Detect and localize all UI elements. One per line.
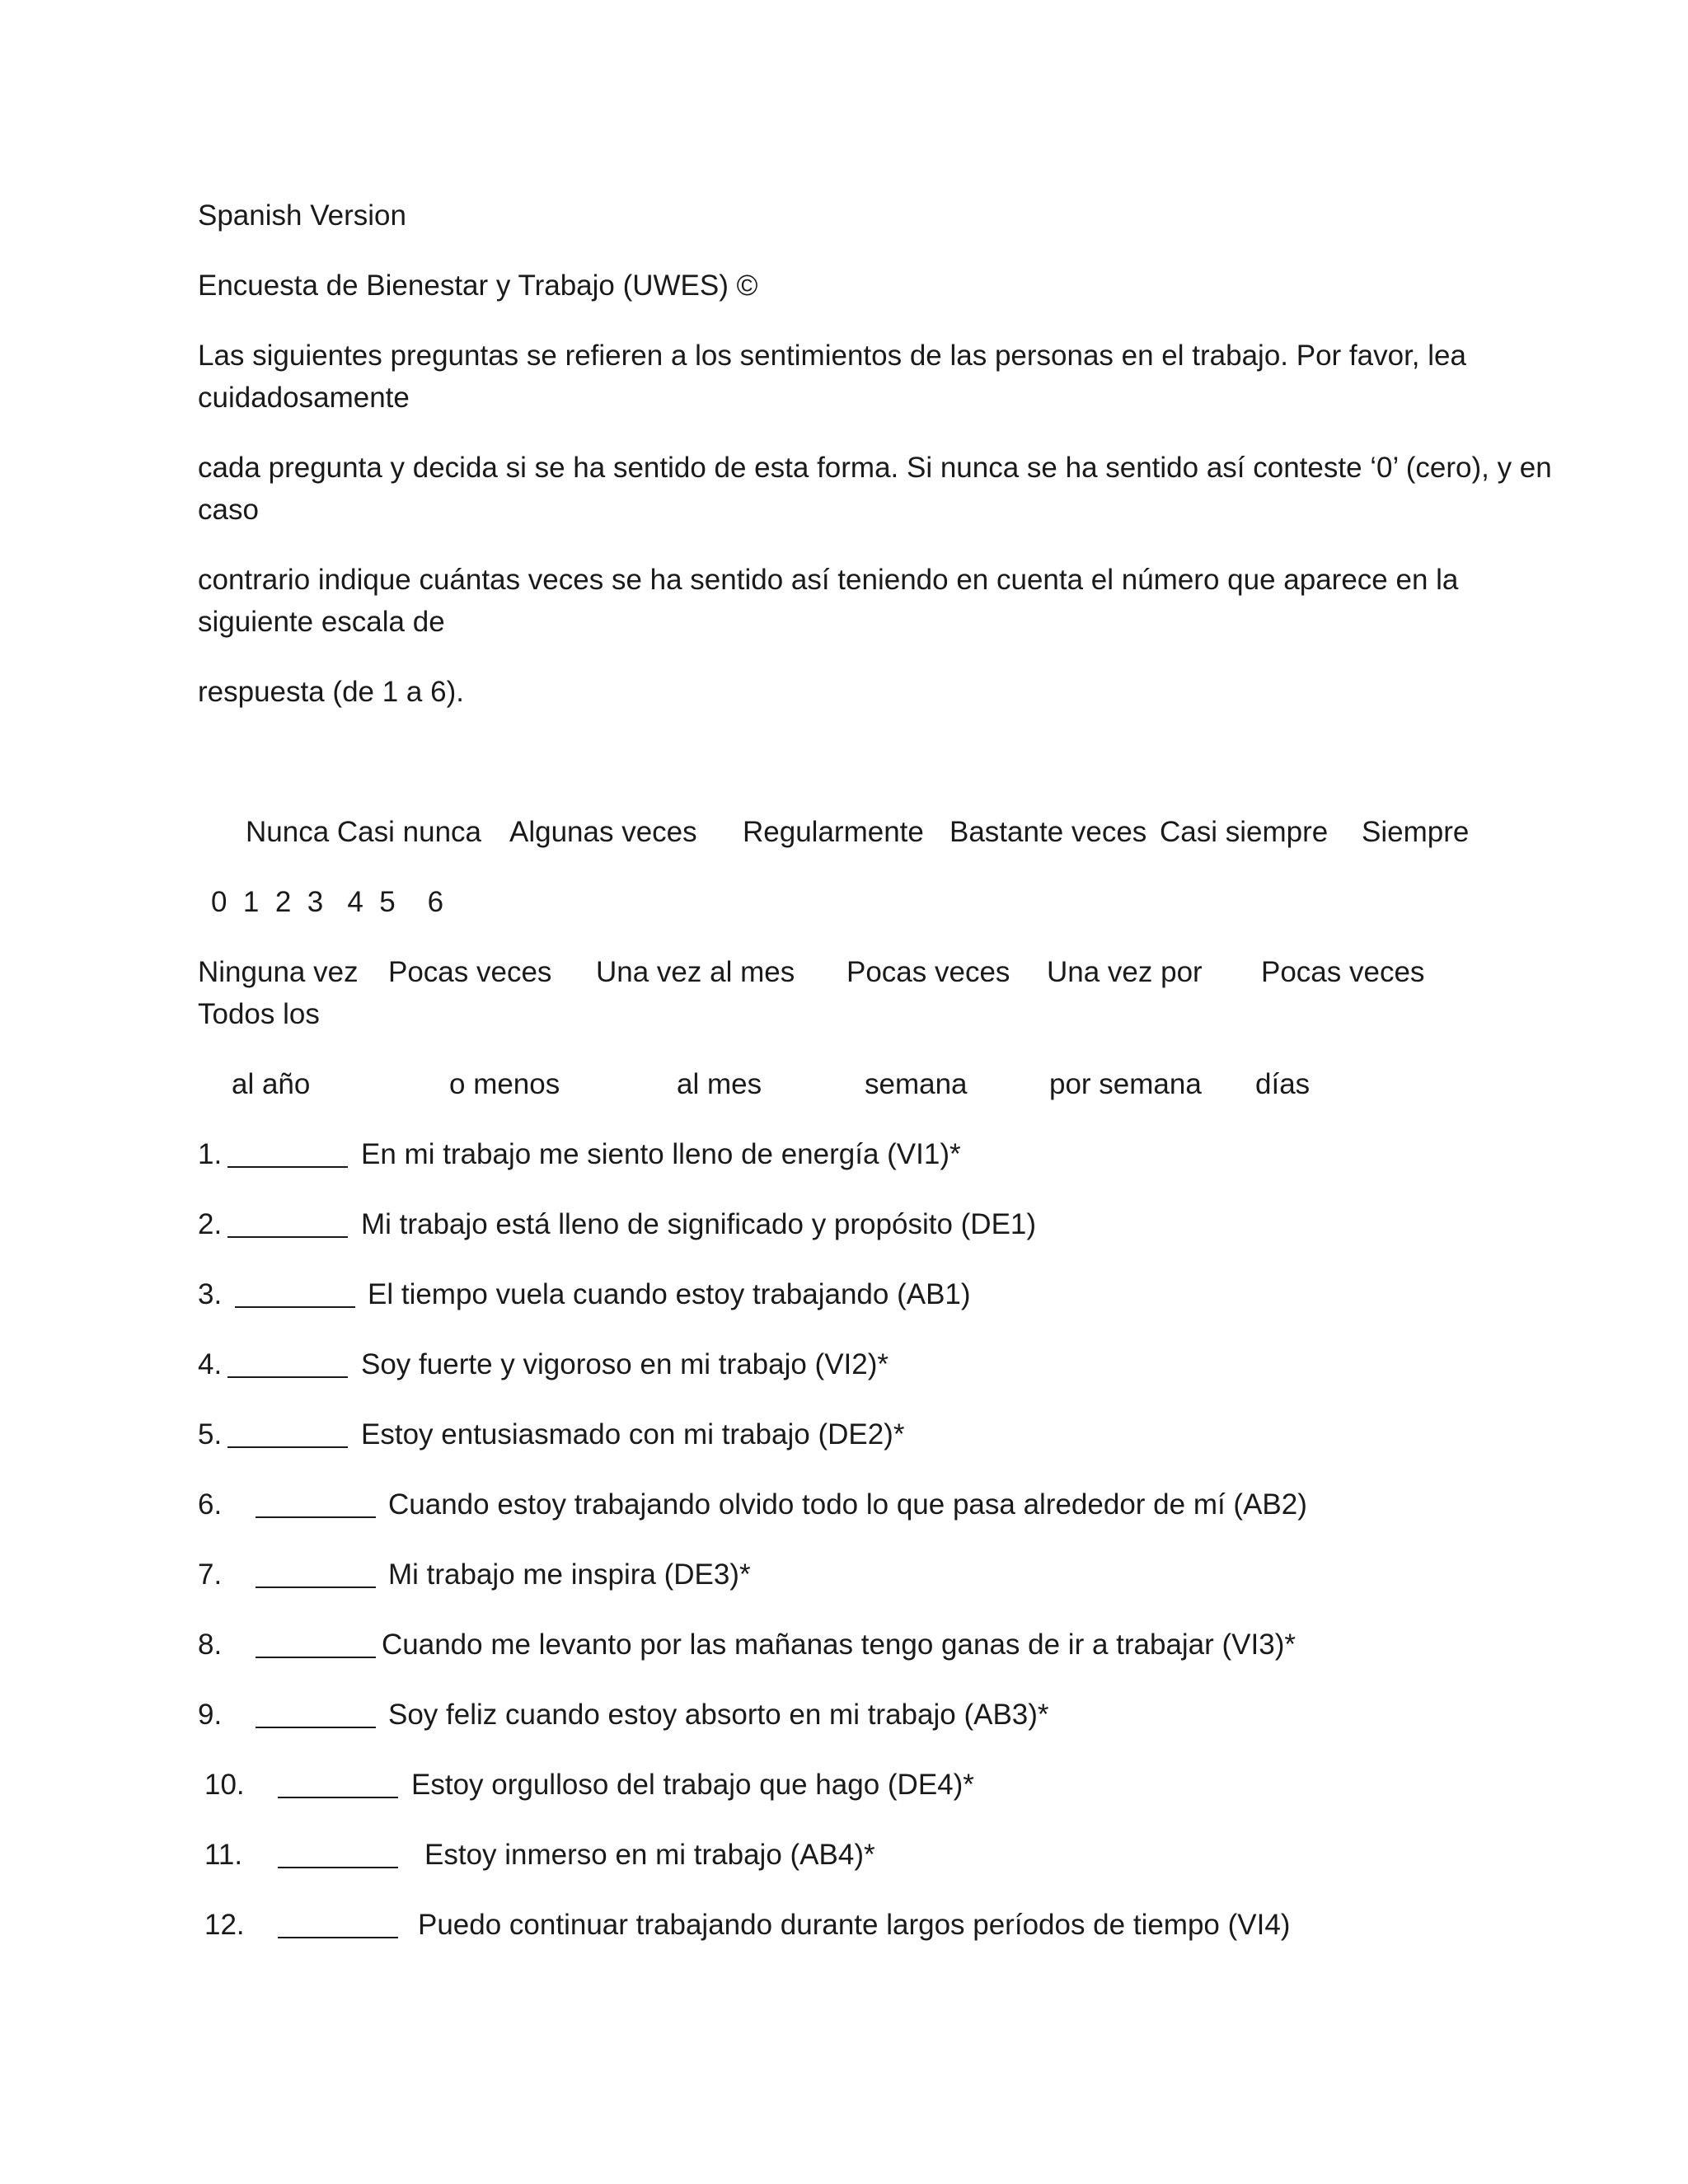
frequency-label: Una vez por xyxy=(1047,956,1203,988)
answer-blank[interactable] xyxy=(256,1694,376,1728)
item-number: 2. xyxy=(198,1208,223,1240)
frequency-label: Pocas veces xyxy=(1261,956,1425,988)
item-text: Cuando estoy trabajando olvido todo lo que pasa alrededor de mí (AB2) xyxy=(388,1488,1307,1521)
answer-blank[interactable] xyxy=(227,1343,348,1378)
frequency-label: Una vez al mes xyxy=(596,956,795,988)
scale-label: Casi siempre xyxy=(1160,816,1329,848)
survey-item xyxy=(0,1203,1688,1246)
frequency-label: días xyxy=(1255,1068,1311,1100)
item-number: 6. xyxy=(198,1488,223,1521)
item-text: En mi trabajo me siento lleno de energía (VI1)* xyxy=(361,1138,961,1170)
survey-item xyxy=(0,1343,1688,1386)
survey-item xyxy=(0,1694,1688,1736)
frequency-label: semana xyxy=(865,1068,968,1100)
item-number: 9. xyxy=(198,1699,223,1731)
frequency-label-wrap: Todos los xyxy=(198,998,320,1030)
frequency-label: al año xyxy=(232,1068,311,1100)
scale-label: Nunca Casi nunca xyxy=(246,816,481,848)
item-text: Estoy inmerso en mi trabajo (AB4)* xyxy=(424,1839,875,1871)
survey-title: Encuesta de Bienestar y Trabajo (UWES) © xyxy=(198,269,758,302)
item-number: 7. xyxy=(198,1558,223,1591)
answer-blank[interactable] xyxy=(278,1834,398,1868)
frequency-label: Pocas veces xyxy=(846,956,1010,988)
instruction-3-line2: siguiente escala de xyxy=(198,606,445,638)
item-number: 8. xyxy=(198,1629,223,1661)
answer-blank[interactable] xyxy=(256,1554,376,1588)
frequency-label: Pocas veces xyxy=(388,956,552,988)
frequency-label: o menos xyxy=(449,1068,560,1100)
item-text: Soy fuerte y vigoroso en mi trabajo (VI2)* xyxy=(361,1348,889,1380)
scale-numbers: 0 1 2 3 4 5 6 xyxy=(211,886,444,918)
survey-item xyxy=(0,1413,1688,1456)
item-text: Mi trabajo me inspira (DE3)* xyxy=(388,1558,751,1591)
scale-label: Bastante veces xyxy=(950,816,1147,848)
survey-item xyxy=(0,1554,1688,1596)
item-text: Puedo continuar trabajando durante largos períodos de tiempo (VI4) xyxy=(418,1909,1291,1941)
instruction-1-line1: Las siguientes preguntas se refieren a los sentimientos de las personas en el trabajo. Por favor, lea xyxy=(198,340,1466,372)
instruction-2-line2: caso xyxy=(198,494,259,526)
version-label: Spanish Version xyxy=(198,199,406,232)
item-text: Estoy entusiasmado con mi trabajo (DE2)* xyxy=(361,1418,905,1451)
item-number: 1. xyxy=(198,1138,223,1170)
item-number: 12. xyxy=(204,1909,245,1941)
frequency-label: por semana xyxy=(1049,1068,1202,1100)
survey-item xyxy=(0,1764,1688,1807)
instruction-3-line1: contrario indique cuántas veces se ha sentido así teniendo en cuenta el número que aparece en la xyxy=(198,564,1459,596)
item-text: El tiempo vuela cuando estoy trabajando (AB1) xyxy=(368,1278,971,1310)
item-text: Cuando me levanto por las mañanas tengo ganas de ir a trabajar (VI3)* xyxy=(382,1629,1296,1661)
item-number: 10. xyxy=(204,1769,245,1801)
answer-blank[interactable] xyxy=(235,1273,355,1308)
survey-item xyxy=(0,1273,1688,1316)
instruction-4-line1: respuesta (de 1 a 6). xyxy=(198,676,464,708)
answer-blank[interactable] xyxy=(278,1904,398,1938)
answer-blank[interactable] xyxy=(256,1624,376,1658)
survey-item xyxy=(0,1624,1688,1666)
survey-item xyxy=(0,1483,1688,1526)
item-text: Estoy orgulloso del trabajo que hago (DE4)* xyxy=(411,1769,974,1801)
answer-blank[interactable] xyxy=(227,1203,348,1238)
scale-label: Algunas veces xyxy=(509,816,697,848)
item-text: Soy feliz cuando estoy absorto en mi trabajo (AB3)* xyxy=(388,1699,1049,1731)
frequency-label: al mes xyxy=(677,1068,762,1100)
scale-label: Siempre xyxy=(1362,816,1470,848)
item-number: 4. xyxy=(198,1348,223,1380)
item-text: Mi trabajo está lleno de significado y propósito (DE1) xyxy=(361,1208,1037,1240)
survey-item xyxy=(0,1834,1688,1877)
scale-label: Regularmente xyxy=(743,816,924,848)
item-number: 11. xyxy=(204,1839,243,1871)
item-number: 3. xyxy=(198,1278,223,1310)
answer-blank[interactable] xyxy=(227,1133,348,1168)
answer-blank[interactable] xyxy=(278,1764,398,1798)
instruction-2-line1: cada pregunta y decida si se ha sentido de esta forma. Si nunca se ha sentido así conteste ‘0’ (cero), y en xyxy=(198,452,1552,484)
answer-blank[interactable] xyxy=(227,1413,348,1448)
survey-item xyxy=(0,1904,1688,1947)
instruction-1-line2: cuidadosamente xyxy=(198,382,410,414)
frequency-label: Ninguna vez xyxy=(198,956,359,988)
survey-item xyxy=(0,1133,1688,1176)
answer-blank[interactable] xyxy=(256,1483,376,1518)
item-number: 5. xyxy=(198,1418,223,1451)
